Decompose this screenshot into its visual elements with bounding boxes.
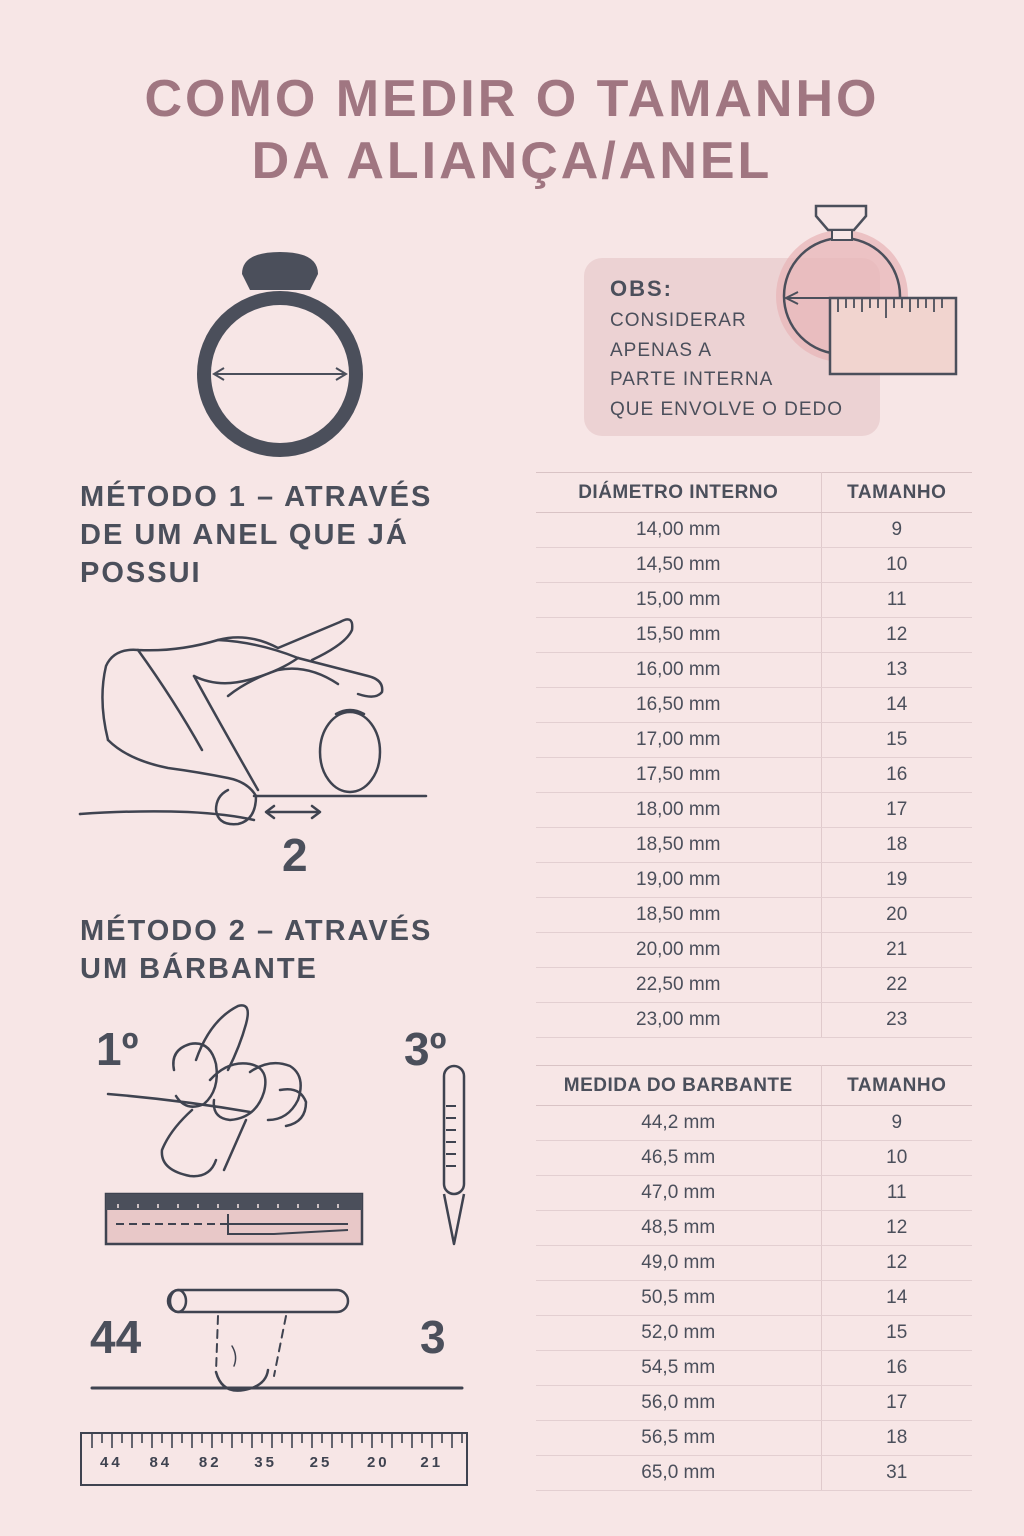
ring-icon (190, 248, 370, 463)
size-cell: 11 (821, 1176, 972, 1211)
table-row (536, 1141, 972, 1176)
ruler-label: 35 (254, 1454, 277, 1471)
size-cell: 12 (821, 1211, 972, 1246)
table-header-row (536, 1066, 972, 1106)
measure-cell: 14,50 mm (536, 548, 821, 583)
size-cell: 18 (821, 1421, 972, 1456)
method-1-line: POSSUI (80, 557, 202, 589)
measure-cell: 18,50 mm (536, 898, 821, 933)
table-row (536, 1211, 972, 1246)
method-1-line: DE UM ANEL QUE JÁ (80, 519, 409, 551)
table-row (536, 1456, 972, 1491)
size-cell: 9 (821, 513, 972, 548)
table-row (536, 1281, 972, 1316)
measure-cell: 52,0 mm (536, 1316, 821, 1351)
page-title (0, 68, 1024, 192)
measure-cell: 19,00 mm (536, 863, 821, 898)
measure-cell: 47,0 mm (536, 1176, 821, 1211)
table-header-row (536, 473, 972, 513)
method-1-title (80, 478, 432, 592)
obs-line: CONSIDERAR (610, 310, 747, 331)
measure-cell: 46,5 mm (536, 1141, 821, 1176)
measure-cell: 56,5 mm (536, 1421, 821, 1456)
table-row (536, 968, 972, 1003)
method-2-title (80, 912, 432, 988)
size-cell: 15 (821, 1316, 972, 1351)
measure-cell: 22,50 mm (536, 968, 821, 1003)
table-row (536, 513, 972, 548)
obs-line: QUE ENVOLVE O DEDO (610, 398, 844, 420)
size-cell: 12 (821, 618, 972, 653)
size-cell: 12 (821, 1246, 972, 1281)
obs-line: PARTE INTERNA (610, 369, 774, 390)
string-size-table (536, 1065, 972, 1491)
size-cell: 14 (821, 688, 972, 723)
table-row (536, 793, 972, 828)
measure-cell: 65,0 mm (536, 1456, 821, 1491)
measure-cell: 56,0 mm (536, 1386, 821, 1421)
measure-cell: 15,00 mm (536, 583, 821, 618)
size-cell: 9 (821, 1106, 972, 1141)
size-cell: 16 (821, 758, 972, 793)
step-3-label: 3º (404, 1023, 447, 1075)
obs-heading: OBS: (610, 276, 673, 301)
hand-holding-ring-illustration (78, 600, 438, 840)
ruler-label: 20 (366, 1454, 390, 1471)
measure-cell: 48,5 mm (536, 1211, 821, 1246)
table-row (536, 933, 972, 968)
title-line-1: COMO MEDIR O TAMANHO (144, 70, 880, 128)
finger-with-string-illustration (100, 1000, 330, 1190)
ruler-labels (100, 1454, 450, 1471)
size-cell: 13 (821, 653, 972, 688)
obs-line: APENAS A (610, 339, 712, 361)
method-1-step-number: 2 (282, 829, 308, 881)
table-row (536, 1421, 972, 1456)
table-row (536, 723, 972, 758)
measure-cell: 16,00 mm (536, 653, 821, 688)
table-row (536, 1106, 972, 1141)
measure-cell: 18,00 mm (536, 793, 821, 828)
table-row (536, 1351, 972, 1386)
measure-cell: 17,00 mm (536, 723, 821, 758)
measure-cell: 18,50 mm (536, 828, 821, 863)
table-row (536, 653, 972, 688)
table-row (536, 548, 972, 583)
table-row (536, 1003, 972, 1038)
measure-cell: 44,2 mm (536, 1106, 821, 1141)
measure-cell: 23,00 mm (536, 1003, 821, 1038)
size-cell: 19 (821, 863, 972, 898)
table-header: TAMANHO (821, 473, 972, 513)
measure-cell: 54,5 mm (536, 1351, 821, 1386)
ruler-with-string-illustration (104, 1190, 366, 1250)
table-row (536, 1246, 972, 1281)
table-row (536, 828, 972, 863)
size-cell: 20 (821, 898, 972, 933)
table-row (536, 863, 972, 898)
ruler-label: 82 (198, 1454, 222, 1471)
size-cell: 17 (821, 1386, 972, 1421)
string-marking-illustration (90, 1286, 470, 1396)
table-row (536, 758, 972, 793)
size-cell: 11 (821, 583, 972, 618)
table-row (536, 618, 972, 653)
measure-cell: 17,50 mm (536, 758, 821, 793)
ring-gauge-ruler-icon (770, 200, 970, 380)
diameter-size-table (536, 472, 972, 1038)
measure-cell: 15,50 mm (536, 618, 821, 653)
method-2-line: MÉTODO 2 – ATRAVÉS (80, 915, 433, 947)
method-2-right-number: 3 (420, 1311, 446, 1363)
size-cell: 22 (821, 968, 972, 1003)
size-cell: 21 (821, 933, 972, 968)
size-cell: 18 (821, 828, 972, 863)
ruler-label: 21 (420, 1454, 444, 1471)
size-cell: 14 (821, 1281, 972, 1316)
table-row (536, 1386, 972, 1421)
method-2-line: UM BÁRBANTE (80, 953, 318, 985)
pen-icon (434, 1062, 474, 1252)
table-row (536, 1316, 972, 1351)
size-cell: 15 (821, 723, 972, 758)
table-header: TAMANHO (821, 1066, 972, 1106)
size-cell: 17 (821, 793, 972, 828)
size-cell: 31 (821, 1456, 972, 1491)
method-2-left-number: 44 (90, 1311, 142, 1363)
ruler-label: 84 (149, 1454, 173, 1471)
size-cell: 16 (821, 1351, 972, 1386)
table-header: DIÁMETRO INTERNO (536, 473, 821, 513)
measure-cell: 49,0 mm (536, 1246, 821, 1281)
step-1-label: 1º (96, 1023, 139, 1075)
table-header: MEDIDA DO BARBANTE (536, 1066, 821, 1106)
size-cell: 10 (821, 1141, 972, 1176)
size-cell: 23 (821, 1003, 972, 1038)
title-line-2: DA ALIANÇA/ANEL (251, 132, 773, 190)
table-row (536, 583, 972, 618)
measure-cell: 50,5 mm (536, 1281, 821, 1316)
measure-cell: 20,00 mm (536, 933, 821, 968)
measure-cell: 14,00 mm (536, 513, 821, 548)
ruler-label: 25 (309, 1454, 333, 1471)
size-cell: 10 (821, 548, 972, 583)
table-row (536, 898, 972, 933)
table-row (536, 688, 972, 723)
measure-cell: 16,50 mm (536, 688, 821, 723)
bottom-ruler (80, 1432, 468, 1486)
method-1-line: MÉTODO 1 – ATRAVÉS (80, 481, 433, 513)
ruler-label: 44 (100, 1454, 123, 1471)
table-row (536, 1176, 972, 1211)
